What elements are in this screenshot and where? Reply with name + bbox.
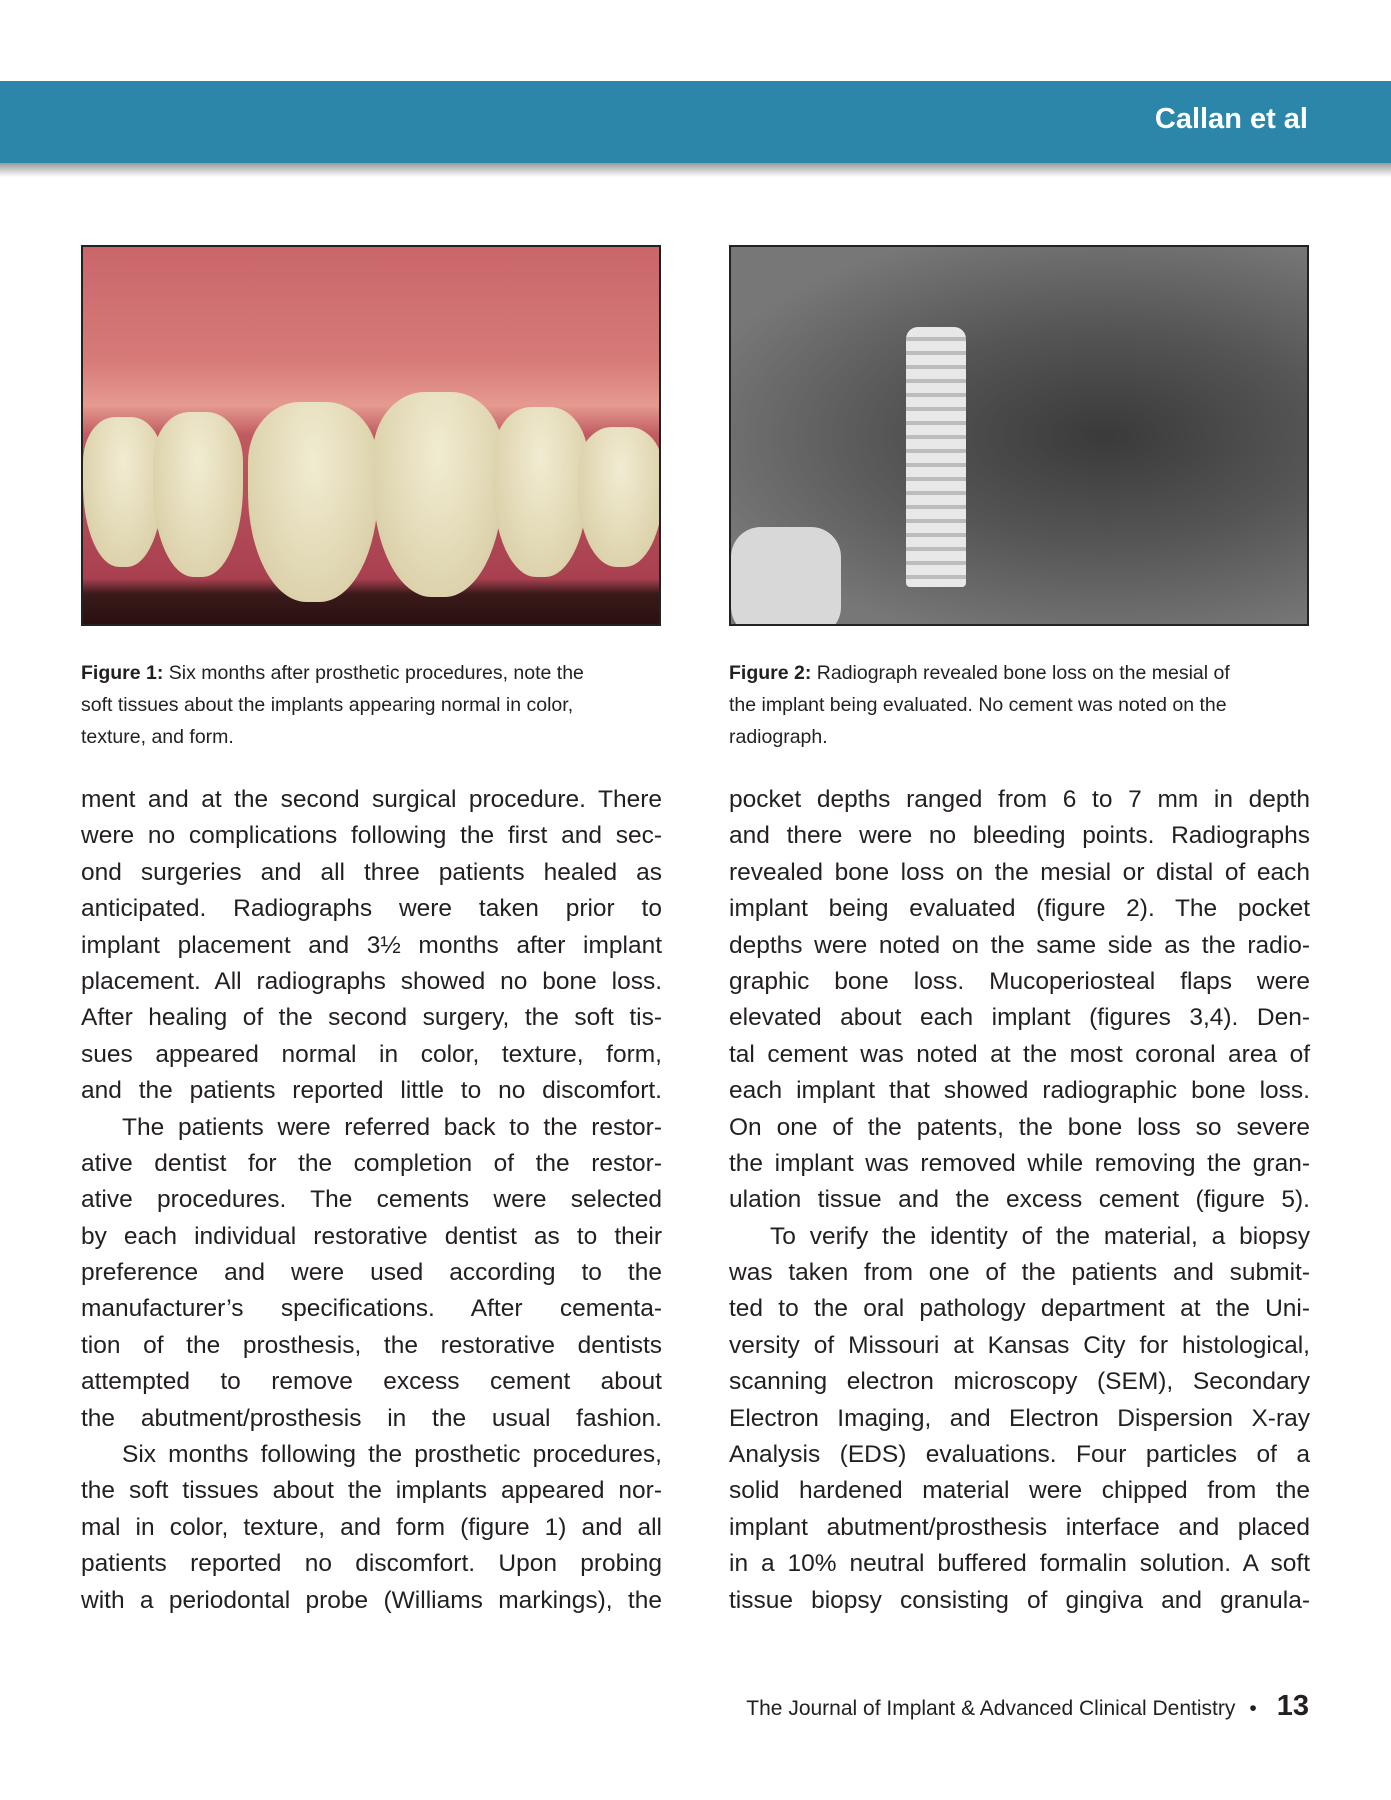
text-line: in a 10% neutral buffered formalin solution. A soft bbox=[729, 1550, 1310, 1578]
body-column-left bbox=[81, 782, 662, 1619]
text-line: Six months following the prosthetic procedures, bbox=[122, 1441, 662, 1469]
text-line: implant placement and 3½ months after implant bbox=[81, 931, 662, 959]
text-line: attempted to remove excess cement about bbox=[81, 1368, 662, 1396]
text-line: the soft tissues about the implants appeared nor- bbox=[81, 1477, 662, 1505]
text-line: elevated about each implant (figures 3,4). Den- bbox=[729, 1004, 1310, 1032]
text-line: graphic bone loss. Mucoperiosteal flaps were bbox=[729, 967, 1310, 995]
text-line: implant being evaluated (figure 2). The pocket bbox=[729, 895, 1310, 923]
text-line: Analysis (EDS) evaluations. Four particles of a bbox=[729, 1441, 1310, 1469]
text-line: and there were no bleeding points. Radiographs bbox=[729, 822, 1310, 850]
text-line: ment and at the second surgical procedure. There bbox=[81, 786, 662, 813]
text-line: The patients were referred back to the restor- bbox=[122, 1113, 662, 1141]
text-line: placement. All radiographs showed no bone loss. bbox=[81, 967, 662, 995]
text-line: with a periodontal probe (Williams markings), the bbox=[81, 1586, 662, 1614]
text-line: mal in color, texture, and form (figure 1) and all bbox=[81, 1513, 662, 1541]
figure-1-caption: Figure 1: Six months after prosthetic procedures, note the soft tissues about the implants appearing normal in color, texture, and form. bbox=[81, 662, 584, 748]
text-line: patients reported no discomfort. Upon probing bbox=[81, 1550, 662, 1578]
text-line: ond surgeries and all three patients healed as bbox=[81, 858, 662, 886]
text-line: depths were noted on the same side as the radio- bbox=[729, 931, 1310, 959]
text-line: scanning electron microscopy (SEM), Secondary bbox=[729, 1368, 1310, 1396]
text-line: anticipated. Radiographs were taken prior to bbox=[81, 895, 662, 923]
text-line: implant abutment/prosthesis interface and placed bbox=[729, 1513, 1310, 1541]
text-line: ted to the oral pathology department at the Uni- bbox=[729, 1295, 1310, 1323]
body-column-right bbox=[729, 782, 1310, 1619]
header-bar bbox=[0, 81, 1391, 163]
text-line: Electron Imaging, and Electron Dispersion X-ray bbox=[729, 1404, 1310, 1432]
figure-2-caption: Figure 2: Radiograph revealed bone loss on the mesial of the implant being evaluated. No cement was noted on the radiograph. bbox=[729, 662, 1230, 748]
text-line: each implant that showed radiographic bone loss. bbox=[729, 1077, 1310, 1105]
footer-bullet: • bbox=[1249, 1697, 1257, 1720]
figure-1-label: Figure 1: bbox=[81, 662, 164, 684]
text-line: pocket depths ranged from 6 to 7 mm in depth bbox=[729, 786, 1310, 813]
journal-name: The Journal of Implant & Advanced Clinical Dentistry bbox=[746, 1697, 1236, 1720]
text-line: revealed bone loss on the mesial or distal of each bbox=[729, 858, 1310, 886]
figure-2-label: Figure 2: bbox=[729, 662, 812, 684]
text-line: tal cement was noted at the most coronal area of bbox=[729, 1040, 1310, 1068]
text-line: versity of Missouri at Kansas City for histological, bbox=[729, 1331, 1310, 1359]
text-line: were no complications following the first and sec- bbox=[81, 822, 662, 850]
figure-2-radiograph bbox=[729, 245, 1309, 626]
running-header-authors: Callan et al bbox=[1154, 103, 1308, 135]
text-line: by each individual restorative dentist as to their bbox=[81, 1222, 662, 1250]
text-line: ative dentist for the completion of the restor- bbox=[81, 1149, 662, 1177]
text-line: and the patients reported little to no discomfort. bbox=[81, 1077, 662, 1105]
text-line: ulation tissue and the excess cement (figure 5). bbox=[729, 1186, 1310, 1214]
text-line: manufacturer’s specifications. After cementa- bbox=[81, 1295, 662, 1323]
text-line: sues appeared normal in color, texture, form, bbox=[81, 1040, 662, 1068]
page-number: 13 bbox=[1276, 1690, 1309, 1722]
text-line: tissue biopsy consisting of gingiva and granula- bbox=[729, 1586, 1310, 1614]
text-line: After healing of the second surgery, the soft tis- bbox=[81, 1004, 662, 1032]
text-line: was taken from one of the patients and submit- bbox=[729, 1259, 1310, 1287]
header-shadow bbox=[0, 163, 1391, 177]
text-line: the implant was removed while removing the gran- bbox=[729, 1149, 1310, 1177]
text-line: tion of the prosthesis, the restorative dentists bbox=[81, 1331, 662, 1359]
text-line: solid hardened material were chipped from the bbox=[729, 1477, 1310, 1505]
text-line: preference and were used according to the bbox=[81, 1259, 662, 1287]
figure-1-clinical-photo bbox=[81, 245, 661, 626]
text-line: the abutment/prosthesis in the usual fashion. bbox=[81, 1404, 662, 1432]
page-footer bbox=[746, 1690, 1309, 1723]
text-line: ative procedures. The cements were selected bbox=[81, 1186, 662, 1214]
text-line: On one of the patents, the bone loss so severe bbox=[729, 1113, 1310, 1141]
text-line: To verify the identity of the material, a biopsy bbox=[770, 1222, 1310, 1250]
